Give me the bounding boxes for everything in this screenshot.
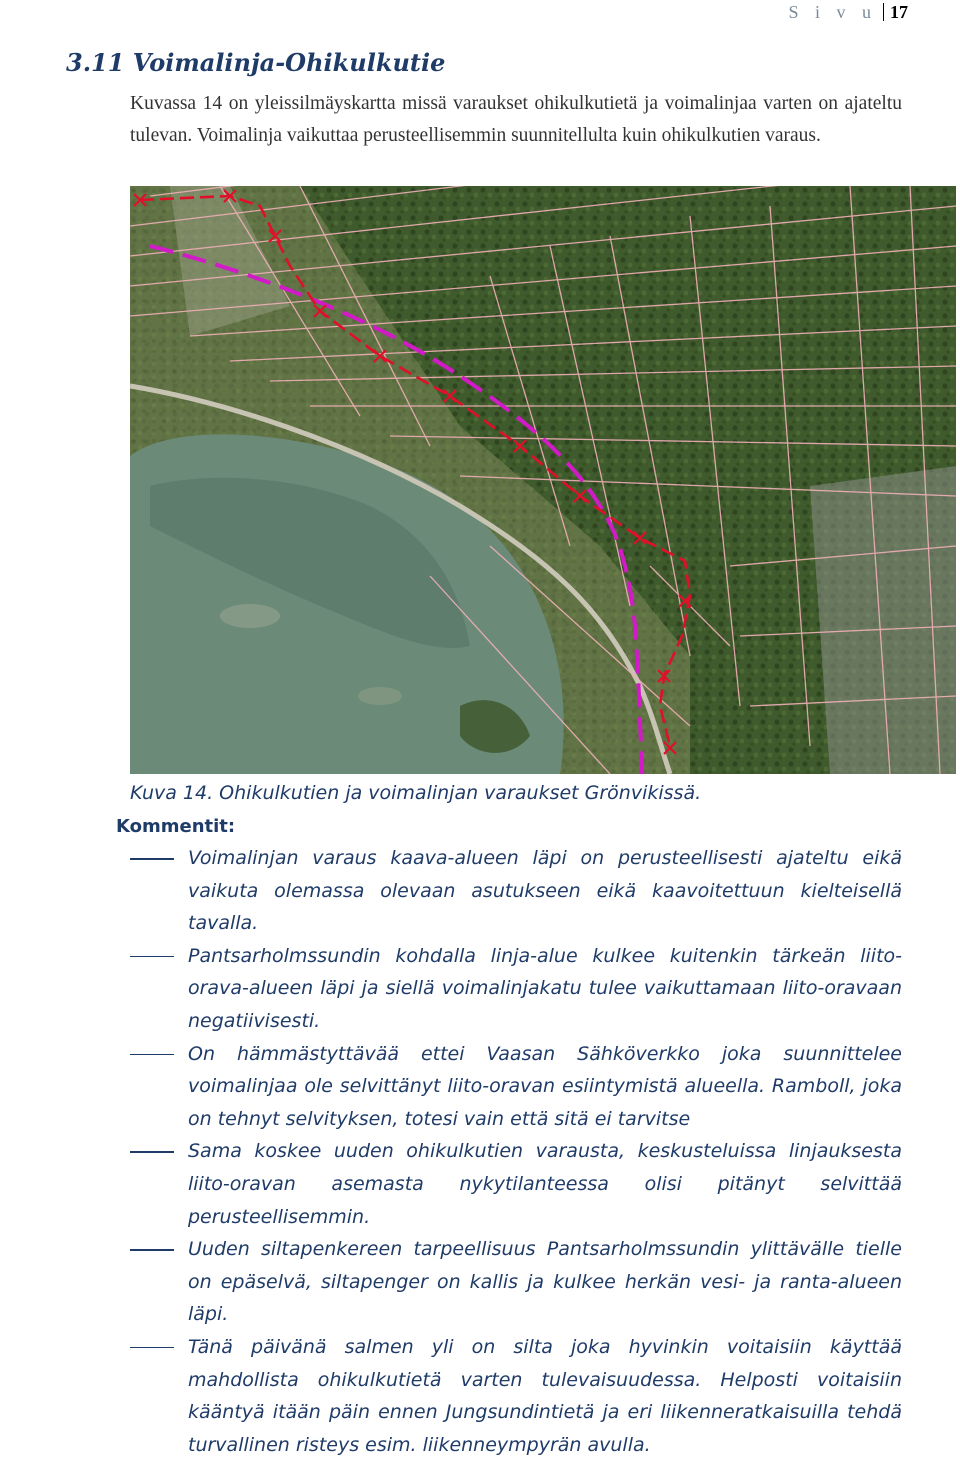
dash-bullet bbox=[130, 1249, 174, 1251]
page-header bbox=[788, 0, 908, 24]
section-title: 3.11 Voimalinja-Ohikulkutie bbox=[66, 48, 446, 77]
aerial-map-image bbox=[130, 186, 956, 774]
list-item-text: Sama koskee uuden ohikulkutien varausta, keskusteluissa linjauksesta liito-oravan asemasta nykytilanteessa olisi pitänyt selvittää perusteellisemmin. bbox=[188, 1140, 902, 1228]
list-item bbox=[0, 842, 960, 940]
page-label: S i v u bbox=[788, 1, 877, 22]
dash-bullet bbox=[130, 956, 174, 958]
list-item bbox=[0, 1331, 960, 1461]
list-item-text: Uuden siltapenkereen tarpeellisuus Pantsarholmssundin ylittävälle tielle on epäselvä, siltapenger on kallis ja kulkee herkän vesi- ja ranta-alueen läpi. bbox=[188, 1238, 902, 1326]
list-item-text: Pantsarholmssundin kohdalla linja-alue kulkee kuitenkin tärkeän liito-orava-alueen läpi ja siellä voimalinjakatu tulee vaikuttamaan liito-oravaan negatiivisesti. bbox=[188, 944, 902, 1032]
list-item-text: Tänä päivänä salmen yli on silta joka hyvinkin voitaisiin käyttää mahdollista ohikulkutietä varten tulevaisuudessa. Helposti voitaisiin kääntyä itään päin ennen Jungsundintietä ja eri liikenneratkaisuilla tehdä turvallinen risteys esim. liikenneympyrän avulla. bbox=[188, 1335, 902, 1456]
header-divider bbox=[883, 3, 884, 21]
list-item bbox=[0, 940, 960, 1038]
dash-bullet bbox=[130, 1054, 174, 1056]
list-item bbox=[0, 1233, 960, 1331]
page-number: 17 bbox=[890, 1, 908, 22]
list-item-text: Voimalinjan varaus kaava-alueen läpi on perusteellisesti ajateltu eikä vaikuta olemassa olevaan asutukseen eikä kaavoitettuun kielteisellä tavalla. bbox=[188, 847, 902, 935]
figure-caption: Kuva 14. Ohikulkutien ja voimalinjan varaukset Grönvikissä. bbox=[130, 782, 702, 804]
comments-list bbox=[0, 842, 960, 1461]
intro-paragraph: Kuvassa 14 on yleissilmäyskartta missä varaukset ohikulkutietä ja voimalinjaa varten on ajateltu tulevan. Voimalinja vaikuttaa perusteellisemmin suunnitellulta kuin ohikulkutien varaus. bbox=[130, 93, 902, 146]
dash-bullet bbox=[130, 858, 174, 860]
dash-bullet bbox=[130, 1347, 174, 1349]
comments-heading: Kommentit: bbox=[116, 816, 236, 837]
aerial-map-figure bbox=[130, 186, 956, 774]
dash-bullet bbox=[130, 1151, 174, 1153]
list-item bbox=[0, 1135, 960, 1233]
list-item-text: On hämmästyttävää ettei Vaasan Sähköverkko joka suunnittelee voimalinjaa ole selvittänyt liito-oravan esiintymistä alueella. Ramboll, joka on tehnyt selvityksen, totesi vain että sitä ei tarvitse bbox=[188, 1042, 902, 1130]
list-item bbox=[0, 1038, 960, 1136]
